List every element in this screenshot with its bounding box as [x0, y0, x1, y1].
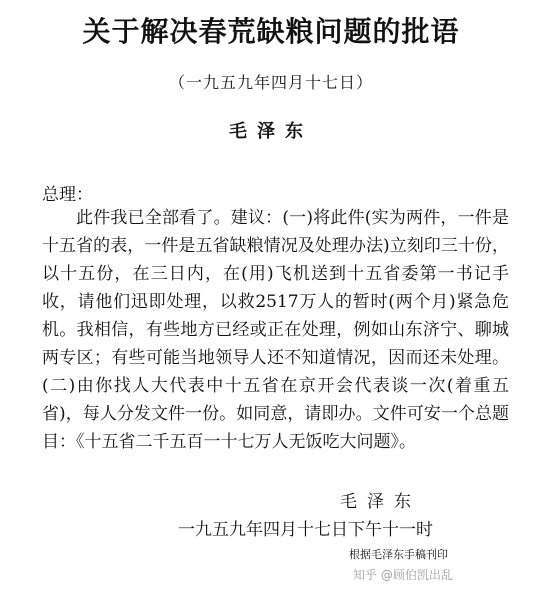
- document-date: （一九五九年四月十七日）: [168, 73, 373, 92]
- document-author: 毛泽东: [229, 121, 313, 142]
- source-note: 根据毛泽东手稿刊印: [349, 548, 448, 561]
- document-title: 关于解决春荒缺粮问题的批语: [82, 15, 460, 48]
- salutation: 总理：: [42, 185, 93, 205]
- document-body: 此件我已全部看了。建议：(一)将此件(实为两件，一件是十五省的表，一件是五省缺粮情况及处理办法)立刻印三十份，以十五份，在三日内，在(用)飞机送到十五省委第一书记手收，请他们迅即处理，以救2517万人的暂时(两个月)紧急危机。我相信，有些地方已经或正在处理，例如山东济宁、聊城两专区；有些可能当地领导人还不知道情况，因而还未处理。(二)由你找人大代表中十五省在京开会代表谈一次(着重五省)，每人分发文件一份。如同意，请即办。文件可安一个总题目：《十五省二千五百一十七万人无饭吃大问题》。: [42, 208, 509, 452]
- watermark: 知乎 @顾伯凯出乱: [353, 568, 453, 582]
- signature-date: 一九五九年四月十七日下午十一时: [178, 520, 433, 540]
- signature: 毛泽东: [340, 492, 421, 512]
